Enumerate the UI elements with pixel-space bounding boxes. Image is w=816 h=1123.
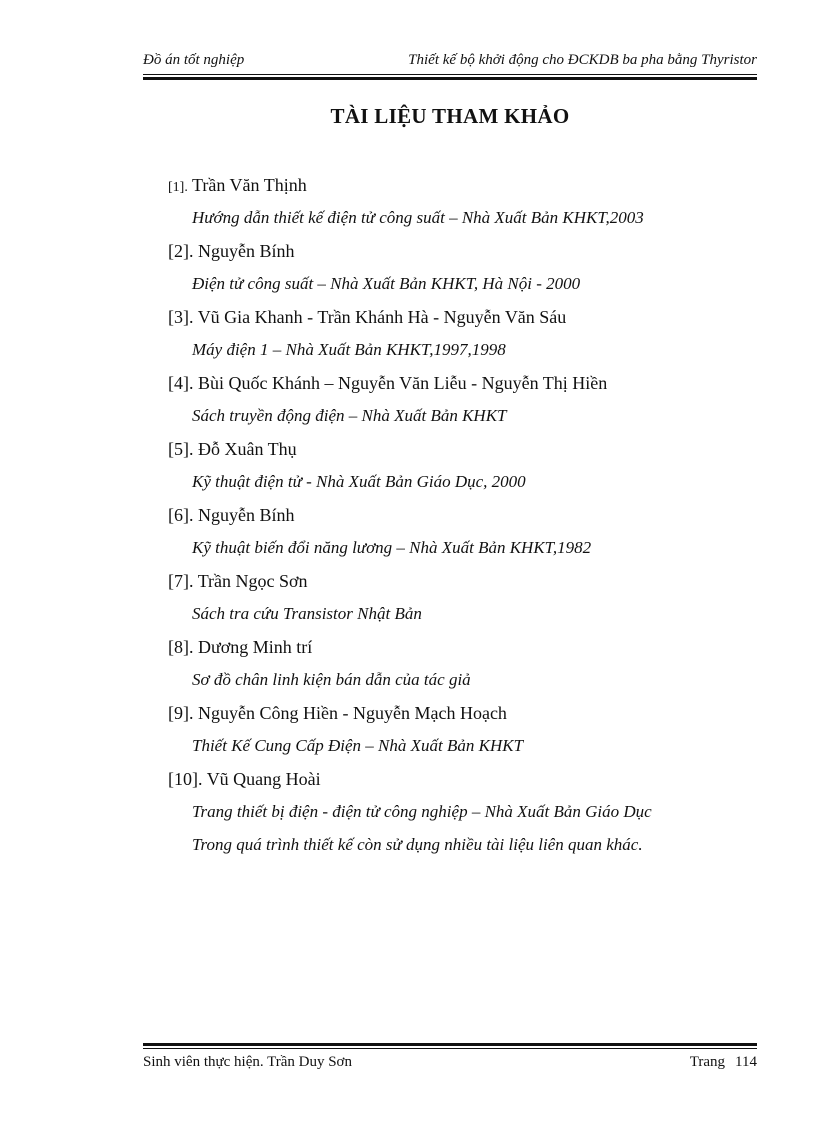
reference-author: Vũ Gia Khanh - Trần Khánh Hà - Nguyễn Văn Sáu — [197, 307, 567, 327]
reference-number: [6]. — [168, 505, 194, 525]
reference-number: [3]. — [168, 307, 194, 327]
page-header — [143, 52, 757, 72]
reference-source: Điện tử công suất – Nhà Xuất Bản KHKT, Hà Nội - 2000 — [192, 274, 581, 293]
reference-author: Trần Văn Thịnh — [192, 175, 307, 195]
footer-student: Sinh viên thực hiện. Trần Duy Sơn — [143, 1054, 352, 1070]
page-title: TÀI LIỆU THAM KHẢO — [330, 104, 570, 128]
reference-author-line — [168, 700, 758, 733]
reference-source: Máy điện 1 – Nhà Xuất Bản KHKT,1997,1998 — [192, 340, 506, 359]
reference-item — [168, 238, 758, 304]
reference-author: Nguyễn Công Hiền - Nguyễn Mạch Hoạch — [198, 703, 507, 723]
reference-author-line — [168, 370, 758, 403]
reference-author: Bùi Quốc Khánh – Nguyễn Văn Liễu - Nguyễn Thị Hiền — [198, 373, 608, 393]
footer-rule-thick — [143, 1043, 757, 1046]
reference-source: Kỹ thuật biến đổi năng lương – Nhà Xuất Bản KHKT,1982 — [192, 538, 592, 557]
reference-item — [168, 634, 758, 700]
reference-number: [7]. — [168, 571, 194, 591]
reference-author: Đỗ Xuân Thụ — [198, 439, 297, 459]
reference-author: Vũ Quang Hoài — [206, 769, 321, 789]
reference-author-line — [168, 502, 758, 535]
reference-source: Thiết Kế Cung Cấp Điện – Nhà Xuất Bản KHKT — [192, 736, 524, 755]
reference-source: Sách tra cứu Transistor Nhật Bản — [192, 604, 422, 623]
reference-author-line — [168, 436, 758, 469]
reference-number: [4]. — [168, 373, 194, 393]
reference-item — [168, 436, 758, 502]
reference-source: Trang thiết bị điện - điện tử công nghiệp – Nhà Xuất Bản Giáo Dục — [192, 802, 652, 821]
reference-number: [10]. — [168, 769, 203, 789]
footer-rule-thin — [143, 1048, 757, 1049]
reference-number: [2]. — [168, 241, 194, 261]
reference-author-line — [168, 634, 758, 667]
reference-number: [5]. — [168, 439, 194, 459]
reference-source: Sơ đồ chân linh kiện bán dẫn của tác giả — [192, 670, 471, 689]
footer-page — [690, 1054, 757, 1071]
reference-item — [168, 304, 758, 370]
reference-number: [1]. — [168, 180, 188, 195]
reference-item — [168, 502, 758, 568]
reference-author-line — [168, 766, 758, 799]
header-rule-thin — [143, 74, 757, 75]
reference-item — [168, 172, 758, 238]
reference-number: [8]. — [168, 637, 194, 657]
reference-source: Kỹ thuật điện tử - Nhà Xuất Bản Giáo Dục, 2000 — [192, 472, 526, 491]
header-rule-thick — [143, 77, 757, 80]
reference-item — [168, 568, 758, 634]
reference-source: Sách truyền động điện – Nhà Xuất Bản KHKT — [192, 406, 507, 425]
reference-author-line — [168, 304, 758, 337]
reference-item — [168, 700, 758, 766]
footer-page-number: 114 — [735, 1054, 757, 1070]
reference-number: [9]. — [168, 703, 194, 723]
closing-note: Trong quá trình thiết kế còn sử dụng nhiều tài liệu liên quan khác. — [192, 835, 643, 854]
reference-author-line — [168, 238, 758, 271]
footer-page-label: Trang — [689, 1054, 726, 1070]
reference-author: Nguyễn Bính — [198, 505, 295, 525]
reference-author-line — [168, 172, 758, 205]
reference-item — [168, 370, 758, 436]
header-left-text: Đồ án tốt nghiệp — [143, 52, 245, 68]
reference-author: Trần Ngọc Sơn — [197, 571, 308, 591]
reference-author: Dương Minh trí — [198, 637, 313, 657]
page-footer — [143, 1054, 757, 1074]
reference-item — [168, 766, 758, 832]
reference-source: Hướng dẫn thiết kế điện tử công suất – Nhà Xuất Bản KHKT,2003 — [192, 208, 644, 227]
reference-author-line — [168, 568, 758, 601]
reference-author: Nguyễn Bính — [198, 241, 295, 261]
header-right-text: Thiết kế bộ khởi động cho ĐCKDB ba pha bằng Thyristor — [408, 52, 757, 68]
reference-list — [168, 172, 758, 865]
